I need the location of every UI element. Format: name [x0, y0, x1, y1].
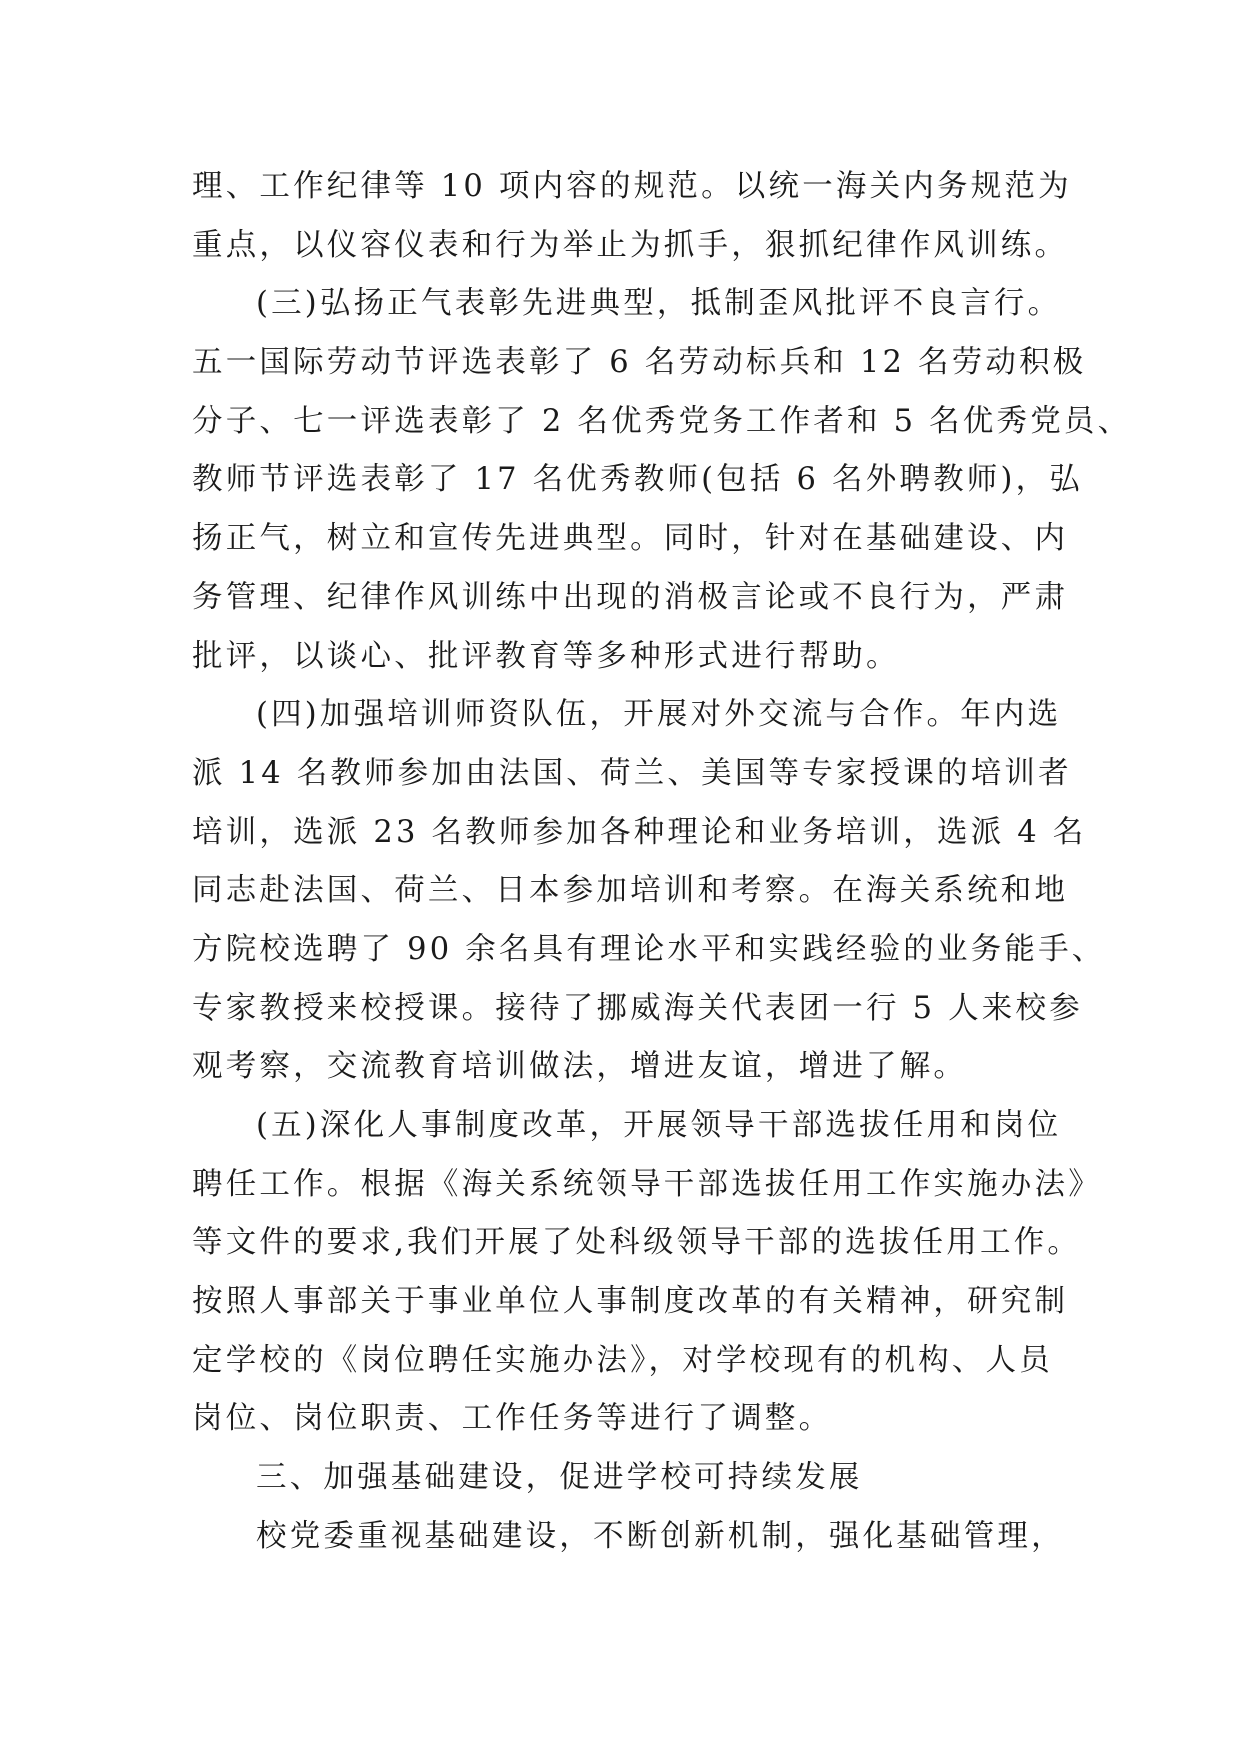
text-line: (五)深化人事制度改革，开展领导干部选拔任用和岗位: [256, 1108, 1062, 1143]
text-line: 同志赴法国、荷兰、日本参加培训和考察。在海关系统和地: [192, 873, 1069, 909]
text-line: 务管理、纪律作风训练中出现的消极言论或不良行为，严肃: [192, 579, 1069, 615]
text-line: 理、工作纪律等 10 项内容的规范。以统一海关内务规范为: [192, 169, 1072, 204]
text-line: 等文件的要求,我们开展了处科级领导干部的选拔任用工作。: [192, 1225, 1082, 1261]
text-line: 观考察，交流教育培训做法，增进友谊，增进了解。: [192, 1049, 968, 1085]
text-line: 教师节评选表彰了 17 名优秀教师(包括 6 名外聘教师)，弘: [192, 462, 1083, 498]
text-line: 方院校选聘了 90 余名具有理论水平和实践经验的业务能手、: [192, 931, 1106, 967]
text-line: 扬正气，树立和宣传先进典型。同时，针对在基础建设、内: [192, 521, 1069, 557]
text-line: 定学校的《岗位聘任实施办法》，对学校现有的机构、人员: [192, 1342, 1053, 1378]
text-line: 聘任工作。根据《海关系统领导干部选拔任用工作实施办法》: [192, 1166, 1102, 1202]
text-line: 专家教授来校授课。接待了挪威海关代表团一行 5 人来校参: [192, 990, 1083, 1026]
text-line: (三)弘扬正气表彰先进典型，抵制歪风批评不良言行。: [256, 286, 1062, 322]
text-line: 校党委重视基础建设，不断创新机制，强化基础管理，: [256, 1518, 1065, 1554]
text-line: (四)加强培训师资队伍，开展对外交流与合作。年内选: [256, 697, 1062, 733]
text-line: 派 14 名教师参加由法国、荷兰、美国等专家授课的培训者: [192, 755, 1072, 791]
text-line: 批评，以谈心、批评教育等多种形式进行帮助。: [192, 638, 900, 674]
text-line: 五一国际劳动节评选表彰了 6 名劳动标兵和 12 名劳动积极: [192, 345, 1087, 381]
document-body: [192, 158, 1132, 1567]
text-line: 按照人事部关于事业单位人事制度改革的有关精神，研究制: [192, 1284, 1069, 1320]
text-line: 分子、七一评选表彰了 2 名优秀党务工作者和 5 名优秀党员、: [192, 403, 1132, 439]
text-line: 三、加强基础建设，促进学校可持续发展: [256, 1460, 863, 1496]
text-line: 重点，以仪容仪表和行为举止为抓手，狠抓纪律作风训练。: [192, 227, 1069, 263]
text-line: 培训，选派 23 名教师参加各种理论和业务培训，选派 4 名: [192, 814, 1087, 850]
text-line: 岗位、岗位职责、工作任务等进行了调整。: [192, 1401, 833, 1437]
